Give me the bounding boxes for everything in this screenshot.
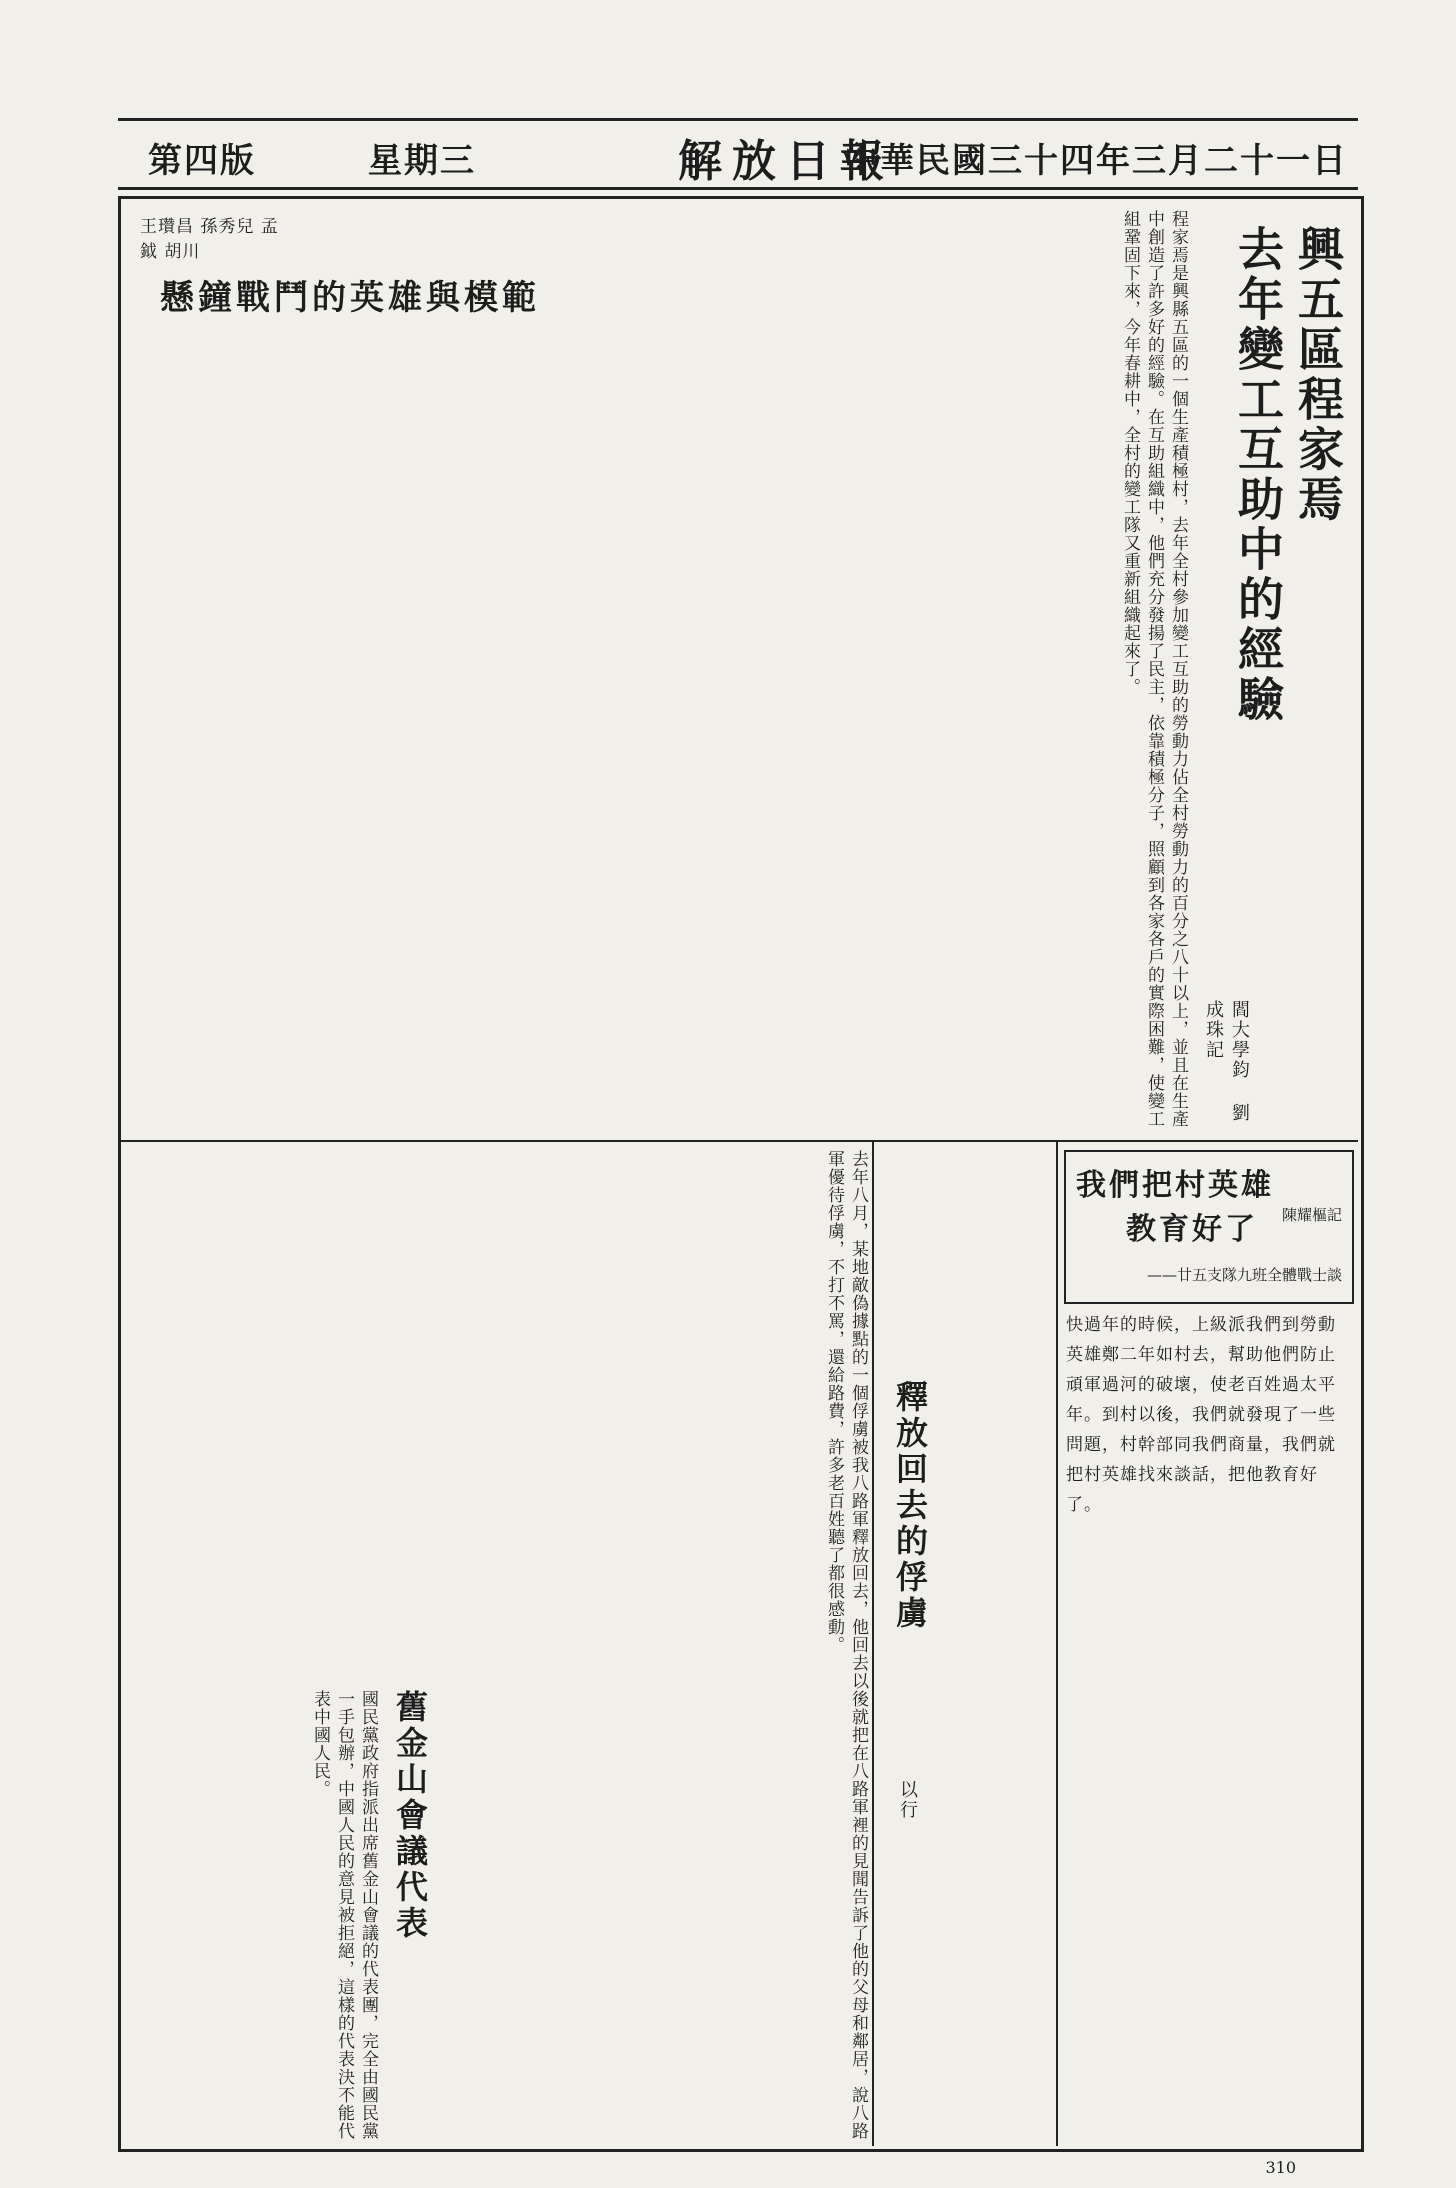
main-article-body: 程家焉是興縣五區的一個生產積極村，去年全村參加變工互助的勞動力佔全村勞動力的百分之八十以上，並且在生產中創造了許多好的經驗。在互助組織中，他們充分發揚了民主，依靠積極分子，照顧到各家各戶的實際困難，使變工組鞏固下來，今年春耕中，全村的變工隊又重新組織起來了。: [1120, 210, 1188, 1128]
page-number: 310: [1265, 2158, 1296, 2177]
main-article-author: 閻大學鈞 劉成珠記: [1203, 1000, 1250, 1123]
horizontal-rule: [118, 1140, 1358, 1142]
prisoners-article-title: 釋放回去的俘虜: [891, 1380, 929, 1632]
main-article-title-line1: 興五區程家焉: [1291, 225, 1345, 525]
masthead-date: 中華民國三十四年三月二十一日: [844, 141, 1348, 181]
masthead-paper-name: 解放日報: [678, 136, 894, 187]
village-article-title-line2: 教育好了: [1126, 1212, 1258, 1247]
prisoners-article-author: 以行: [897, 1780, 918, 1820]
main-article-title-line2: 去年變工互助中的經驗: [1231, 225, 1285, 725]
heroes-article-author: 王瓚昌 孫秀兒 孟鉞 胡川: [140, 217, 279, 262]
vertical-rule: [872, 1142, 874, 2146]
village-article-title: 我們把村英雄: [1076, 1168, 1274, 1203]
masthead: [118, 118, 1358, 190]
masthead-edition: 第四版: [148, 141, 256, 181]
delegates-article-body: 國民黨政府指派出席舊金山會議的代表團，完全由國民黨一手包辦，中國人民的意見被拒絕，這樣的代表決不能代表中國人民。: [310, 1690, 378, 2140]
village-article-subtitle: ——廿五支隊九班全體戰士談: [1146, 1266, 1342, 1284]
village-article-body: 快過年的時候，上級派我們到勞動英雄鄭二年如村去，幫助他們防止頑軍過河的破壞，使老百姓過太平年。到村以後，我們就發現了一些問題，村幹部同我們商量，我們就把村英雄找來談話，把他教育好了。: [1066, 1315, 1336, 1515]
prisoners-article-body: 去年八月，某地敵偽據點的一個俘虜被我八路軍釋放回去，他回去以後就把在八路軍裡的見聞告訴了他的父母和鄰居，說八路軍優待俘虜，不打不罵，還給路費，許多老百姓聽了都很感動。: [824, 1150, 868, 2140]
masthead-weekday: 星期三: [368, 141, 476, 181]
heroes-article-title: 懸鐘戰鬥的英雄與模範: [160, 278, 540, 318]
village-article-title-box: [1064, 1150, 1354, 1304]
vertical-rule: [1056, 1142, 1058, 2146]
delegates-article-title: 舊金山會議代表: [391, 1690, 429, 1942]
village-article-author: 陳耀樞記: [1281, 1206, 1342, 1224]
